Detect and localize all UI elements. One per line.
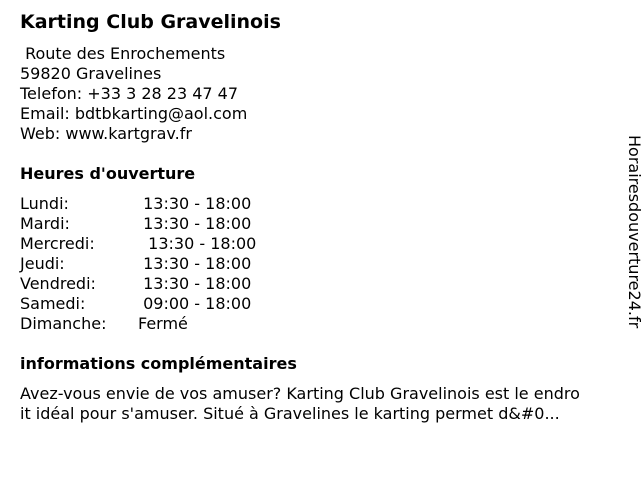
- description-line: it idéal pour s'amuser. Situé à Gravelines le karting permet d&#0...: [20, 404, 560, 423]
- description-line: Avez-vous envie de vos amuser? Karting Club Gravelinois est le endro: [20, 384, 580, 403]
- address-street: Route des Enrochements: [20, 44, 226, 63]
- time-value: Fermé: [138, 314, 188, 333]
- hours-row-wednesday: [20, 234, 256, 254]
- business-name: Karting Club Gravelinois: [20, 11, 281, 33]
- time-value: 13:30 - 18:00: [138, 274, 252, 293]
- hours-row-tuesday: [20, 214, 256, 234]
- day-label: Vendredi:: [20, 274, 96, 293]
- time-value: 13:30 - 18:00: [138, 254, 252, 273]
- hours-row-thursday: [20, 254, 256, 274]
- phone-number[interactable]: Telefon: +33 3 28 23 47 47: [20, 84, 239, 103]
- hours-row-monday: [20, 194, 256, 214]
- time-value: 09:00 - 18:00: [138, 294, 252, 313]
- website-link[interactable]: Web: www.kartgrav.fr: [20, 124, 192, 143]
- time-value: 13:30 - 18:00: [138, 234, 257, 253]
- hours-row-saturday: [20, 294, 256, 314]
- business-description: [20, 384, 626, 424]
- address-block: [20, 44, 247, 144]
- email-address[interactable]: Email: bdtbkarting@aol.com: [20, 104, 248, 123]
- day-label: Dimanche:: [20, 314, 107, 333]
- day-label: Jeudi:: [20, 254, 65, 273]
- site-watermark: Horairesdouverture24.fr: [625, 135, 644, 329]
- day-label: Lundi:: [20, 194, 69, 213]
- opening-hours-heading: Heures d'ouverture: [20, 164, 196, 183]
- day-label: Samedi:: [20, 294, 86, 313]
- day-label: Mardi:: [20, 214, 70, 233]
- time-value: 13:30 - 18:00: [138, 214, 252, 233]
- additional-info-heading: informations complémentaires: [20, 354, 297, 373]
- day-label: Mercredi:: [20, 234, 95, 253]
- time-value: 13:30 - 18:00: [138, 194, 252, 213]
- hours-row-friday: [20, 274, 256, 294]
- opening-hours-table: [20, 194, 256, 334]
- address-city: 59820 Gravelines: [20, 64, 162, 83]
- hours-row-sunday: [20, 314, 256, 334]
